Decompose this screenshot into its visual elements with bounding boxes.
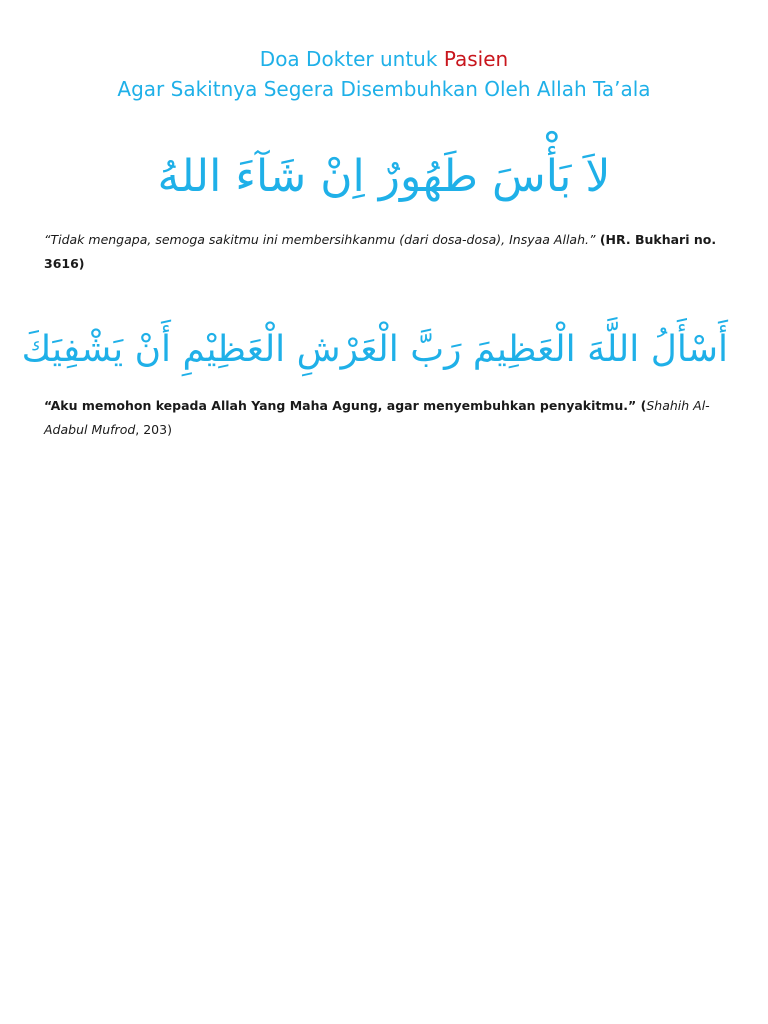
title-accent-word: Pasien <box>443 47 509 71</box>
prayer-1-translation-text: “Tidak mengapa, semoga sakitmu ini membersihkanmu (dari dosa-dosa), Insyaa Allah.” <box>44 232 596 247</box>
prayer-2-translation-text: “Aku memohon kepada Allah Yang Maha Agung, agar menyembuhkan penyakitmu.” <box>44 398 637 413</box>
prayer-1-translation <box>44 228 724 276</box>
page-title <box>0 44 768 104</box>
prayer-1-source: (HR. Bukhari no. 3616) <box>44 232 717 271</box>
prayer-2-source-close: , 203) <box>135 422 172 437</box>
prayer-2-arabic: أَسْأَلُ اللَّهَ الْعَظِيمَ رَبَّ الْعَرْشِ الْعَظِيْمِ أَنْ يَشْفِيَكَ <box>21 329 728 370</box>
title-line-1 <box>0 44 768 74</box>
prayer-2-source: Shahih Al-Adabul Mufrod <box>44 398 710 437</box>
prayer-1-arabic: لاَ بَأْسَ طَهُورٌ اِنْ شَآءَ اللهُ <box>157 151 611 202</box>
prayer-2-translation <box>44 394 724 442</box>
prayer-2-source-open: ( <box>636 398 647 413</box>
title-prefix: Doa Dokter untuk <box>259 47 444 71</box>
title-line-2: Agar Sakitnya Segera Disembuhkan Oleh Allah Ta’ala <box>117 77 651 101</box>
